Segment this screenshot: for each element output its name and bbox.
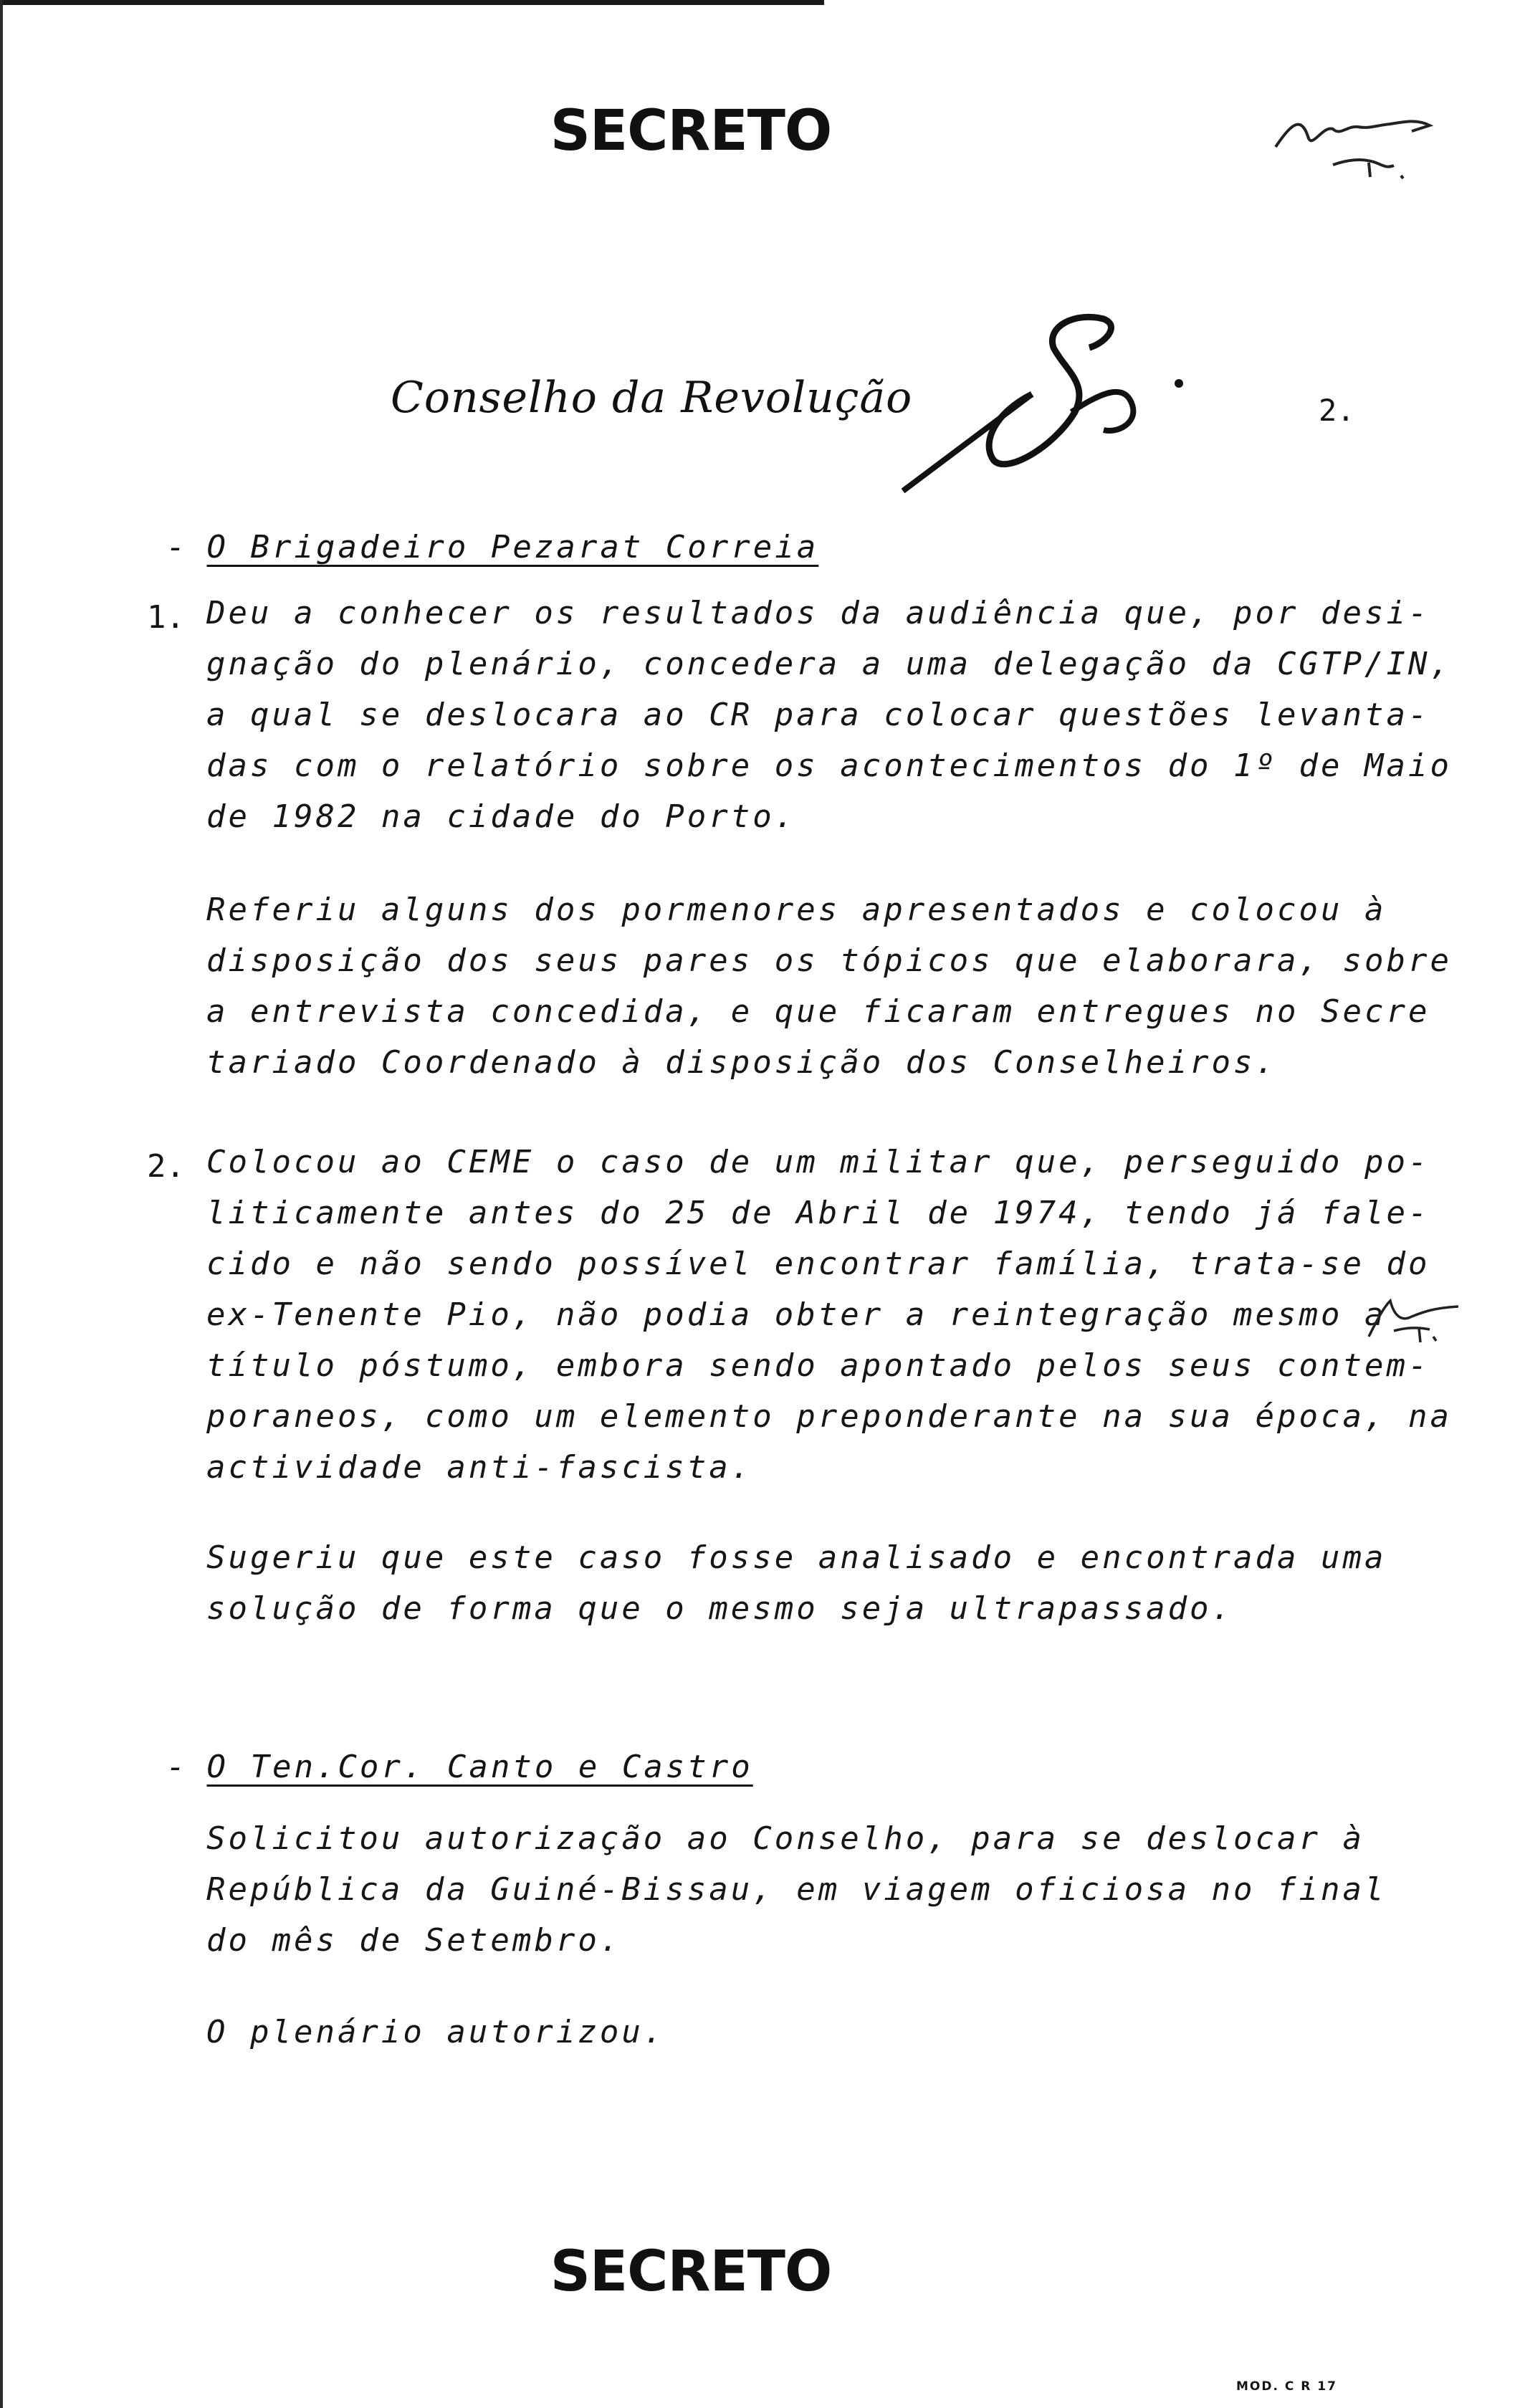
heading-dash: - bbox=[166, 1749, 188, 1785]
paragraph-line: tariado Coordenado à disposição dos Conselheiros. bbox=[206, 1044, 1278, 1081]
paragraph-line: actividade anti-fascista. bbox=[206, 1449, 753, 1486]
paragraph-line: a qual se deslocara ao CR para colocar questões levanta- bbox=[206, 697, 1430, 733]
paragraph-line: O plenário autorizou. bbox=[206, 2014, 666, 2050]
paragraph-line: ex-Tenente Pio, não podia obter a reintegração mesmo a bbox=[206, 1296, 1387, 1333]
handwritten-initials-margin bbox=[1362, 1286, 1469, 1351]
scan-edge-top bbox=[0, 0, 824, 5]
classification-stamp-top: SECRETO bbox=[550, 99, 832, 163]
paragraph-line: Referiu alguns dos pormenores apresentados e colocou à bbox=[206, 892, 1387, 928]
letterhead: Conselho da Revolução bbox=[391, 373, 913, 423]
heading-text: O Ten.Cor. Canto e Castro bbox=[206, 1749, 753, 1785]
paragraph-line: Sugeriu que este caso fosse analisado e encontrada uma bbox=[206, 1539, 1387, 1576]
item-number: 2. bbox=[147, 1148, 185, 1185]
paragraph bbox=[206, 884, 1452, 1088]
handwritten-initials-top bbox=[1268, 97, 1440, 190]
paragraph-line: título póstumo, embora sendo apontado pelos seus contem- bbox=[206, 1347, 1430, 1384]
paragraph-line: poraneos, como um elemento preponderante na sua época, na bbox=[206, 1398, 1452, 1435]
paragraph-line: gnação do plenário, concedera a uma delegação da CGTP/IN, bbox=[206, 646, 1452, 682]
page-number: 2. bbox=[1319, 393, 1355, 428]
paragraph-line: cido e não sendo possível encontrar família, trata-se do bbox=[206, 1246, 1430, 1282]
heading-dash: - bbox=[166, 529, 188, 565]
paragraph bbox=[206, 1532, 1386, 1634]
paragraph-line: Colocou ao CEME o caso de um militar que, perseguido po- bbox=[206, 1144, 1430, 1180]
paragraph-line: solução de forma que o mesmo seja ultrapassado. bbox=[206, 1590, 1234, 1627]
paragraph-line: liticamente antes do 25 de Abril de 1974, tendo já fale- bbox=[206, 1195, 1430, 1231]
section-heading bbox=[166, 1749, 753, 1785]
paragraph-line: do mês de Setembro. bbox=[206, 1922, 622, 1959]
paragraph-line: a entrevista concedida, e que ficaram entregues no Secre bbox=[206, 993, 1430, 1030]
paragraph-line: Deu a conhecer os resultados da audiência que, por desi- bbox=[206, 595, 1430, 631]
paragraph bbox=[206, 1813, 1386, 1966]
paragraph-line: Solicitou autorização ao Conselho, para se deslocar à bbox=[206, 1820, 1364, 1857]
handwritten-signature-mark bbox=[889, 305, 1197, 505]
paragraph-line: disposição dos seus pares os tópicos que elaborara, sobre bbox=[206, 942, 1452, 979]
paragraph-line: República da Guiné-Bissau, em viagem oficiosa no final bbox=[206, 1871, 1387, 1908]
paragraph bbox=[206, 588, 1452, 842]
scan-edge-left bbox=[0, 0, 3, 2408]
heading-text: O Brigadeiro Pezarat Correia bbox=[206, 529, 819, 565]
paragraph bbox=[206, 2007, 665, 2058]
paragraph-line: das com o relatório sobre os acontecimentos do 1º de Maio bbox=[206, 747, 1452, 784]
section-heading bbox=[166, 529, 818, 565]
classification-stamp-bottom: SECRETO bbox=[550, 2240, 832, 2304]
form-code: MOD. C R 17 bbox=[1236, 2379, 1337, 2394]
item-number: 1. bbox=[147, 599, 185, 636]
paragraph bbox=[206, 1137, 1452, 1493]
paragraph-line: de 1982 na cidade do Porto. bbox=[206, 798, 797, 835]
